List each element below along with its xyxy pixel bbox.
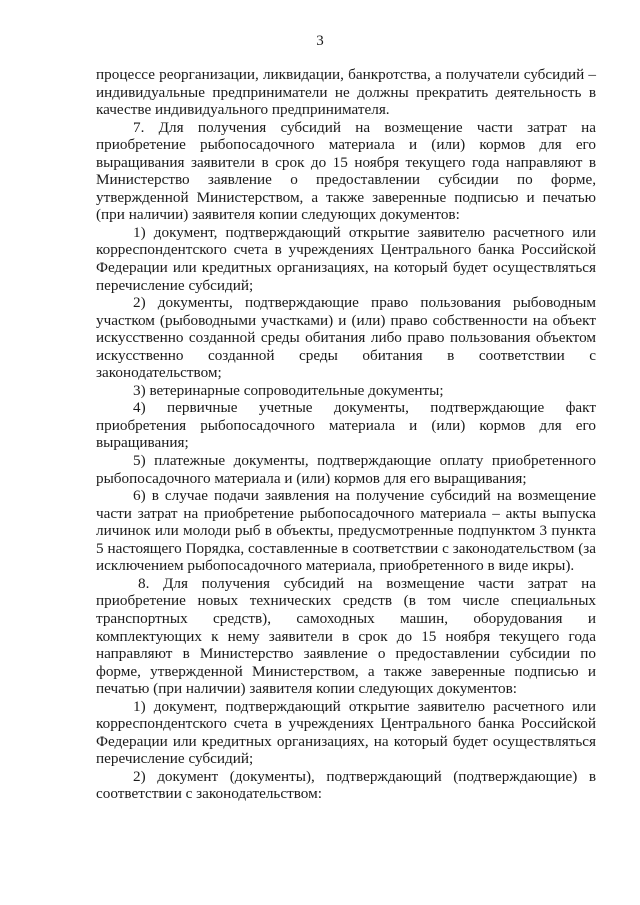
paragraph-clause-7-item-2: 2) документы, подтверждающие право пользования рыбоводным участком (рыбоводными участками) и (или) право собственности на объект искусственно созданной среды обитания либо право пользования объектом искусственно созданной среды обитания в соответствии с законодательством; (96, 294, 596, 382)
paragraph-clause-7-item-1: 1) документ, подтверждающий открытие заявителю расчетного или корреспондентского счета в учреждениях Центрального банка Российской Федерации или кредитных организациях, на который будет осуществляться перечисление субсидий; (96, 223, 596, 294)
paragraph-clause-7-item-4: 4) первичные учетные документы, подтверждающие факт приобретения рыбопосадочного материала и (или) кормов для его выращивания; (96, 399, 596, 452)
paragraph-clause-8-item-2: 2) документ (документы), подтверждающий (подтверждающие) в соответствии с законодательством: (96, 767, 596, 803)
paragraph-clause-8: 8. Для получения субсидий на возмещение части затрат на приобретение новых технических средств (в том числе специальных транспортных средств), самоходных машин, оборудования и комплектующих к нему заявители в срок до 15 ноября текущего года направляют в Министерство заявление о предоставлении субсидии по форме, утвержденной Министерством, а также заверенные подписью и печатью (при наличии) заявителя копии следующих документов: (96, 574, 596, 698)
paragraph-clause-7-item-5: 5) платежные документы, подтверждающие оплату приобретенного рыбопосадочного материала и (или) кормов для его выращивания; (96, 452, 596, 487)
page-number: 3 (316, 33, 324, 49)
paragraph-clause-7: 7. Для получения субсидий на возмещение части затрат на приобретение рыбопосадочного материала и (или) кормов для его выращивания заявители в срок до 15 ноября текущего года направляют в Министерство заявление о предоставлении субсидии по форме, утвержденной Министерством, а также заверенные подписью и печатью (при наличии) заявителя копии следующих документов: (96, 118, 596, 224)
paragraph-clause-7-item-6: 6) в случае подачи заявления на получение субсидий на возмещение части затрат на приобретение рыбопосадочного материала – акты выпуска личинок или молоди рыб в объекты, предусмотренные подпунктом 3 пункта 5 настоящего Порядка, составленные в соответствии с законодательством (за исключением рыбопосадочного материала, приобретенного в виде икры). (96, 487, 596, 575)
paragraph-clause-7-item-3: 3) ветеринарные сопроводительные документы; (133, 381, 444, 399)
document-body (96, 66, 596, 803)
paragraph-clause-8-item-1: 1) документ, подтверждающий открытие заявителю расчетного или корреспондентского счета в учреждениях Центрального банка Российской Федерации или кредитных организациях, на который будет осуществляться перечисление субсидий; (96, 697, 596, 768)
paragraph-continuation: процессе реорганизации, ликвидации, банкротства, а получатели субсидий – индивидуальные предприниматели не должны прекратить деятельность в качестве индивидуального предпринимателя. (96, 66, 596, 119)
